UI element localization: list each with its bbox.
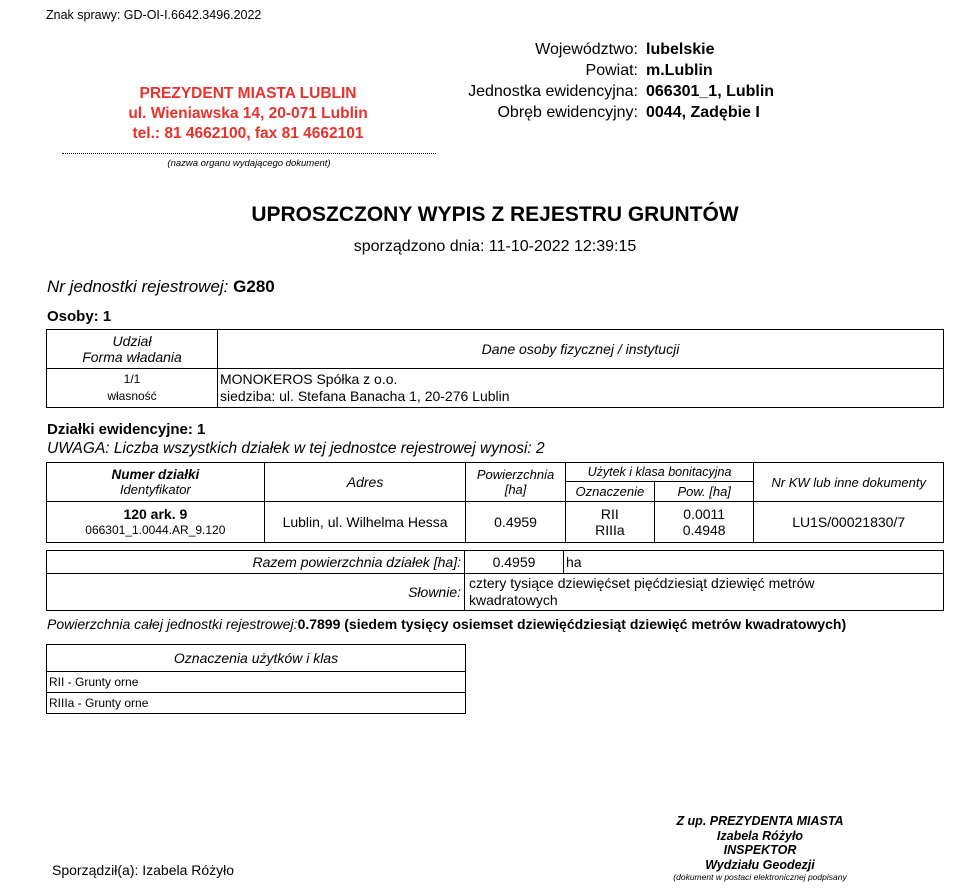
sum-value: 0.4959	[465, 551, 564, 574]
legend-heading: Oznaczenia użytków i klas	[47, 645, 466, 672]
words-label: Słownie:	[47, 574, 465, 611]
person-name: MONOKEROS Spółka z o.o.	[220, 371, 398, 387]
signature-position: INSPEKTOR	[723, 843, 797, 857]
col-area-label: Powierzchnia	[476, 467, 555, 482]
legend-item: RII - Grunty orne	[47, 672, 466, 693]
organ-address: ul. Wieniawska 14, 20-071 Lublin	[128, 105, 368, 122]
persons-header-row	[47, 330, 944, 369]
location-row-precinct	[400, 102, 800, 123]
sum-row	[47, 551, 944, 574]
location-value: 0044, Zadębie I	[646, 104, 760, 121]
sum-unit: ha	[564, 551, 944, 574]
col-address: Adres	[264, 463, 466, 502]
col-number-id	[47, 463, 265, 502]
col-kw: Nr KW lub inne dokumenty	[754, 463, 944, 502]
parcel-address: Lublin, ul. Wilhelma Hessa	[264, 502, 466, 543]
table-row	[47, 502, 944, 543]
use-mark: RII	[600, 506, 619, 522]
signature-department: Wydziału Geodezji	[705, 857, 815, 872]
parcels-header-row	[47, 463, 944, 482]
document-title: UPROSZCZONY WYPIS Z REJESTRU GRUNTÓW	[251, 203, 739, 226]
parcels-table	[46, 462, 944, 543]
location-label: Obręb ewidencyjny:	[497, 104, 638, 121]
total-value: 0.7899 (siedem tysięcy osiemset dziewięćdziesiąt dziewięć metrów kwadratowych)	[297, 616, 847, 632]
signature-name: Izabela Różyło	[716, 828, 804, 843]
col-area	[466, 463, 565, 502]
location-row-unit	[400, 81, 800, 102]
issue-date: sporządzono dnia: 11-10-2022 12:39:15	[353, 238, 637, 255]
organ-phone: tel.: 81 4662100, fax 81 4662101	[132, 125, 364, 142]
list-item	[47, 693, 466, 714]
parcel-kw: LU1S/00021830/7	[754, 502, 944, 543]
organ-dotted-line	[62, 153, 436, 154]
words-row	[47, 574, 944, 611]
legend-item: RIIIa - Grunty orne	[47, 693, 466, 714]
location-block	[400, 39, 800, 123]
parcels-heading: Działki ewidencyjne: 1	[47, 421, 206, 438]
location-label: Powiat:	[585, 62, 638, 79]
list-item	[47, 672, 466, 693]
persons-heading: Osoby: 1	[47, 308, 112, 325]
location-value: lubelskie	[646, 41, 715, 58]
organ-name: PREZYDENT MIASTA LUBLIN	[139, 85, 357, 102]
col-use: Użytek i klasa bonitacyjna	[565, 463, 754, 482]
parcel-number: 120 ark. 9	[123, 506, 188, 522]
parcel-use-marks	[565, 502, 654, 543]
persons-table	[46, 329, 944, 408]
col-person-data: Dane osoby fizycznej / instytucji	[218, 330, 944, 369]
words-value: cztery tysiące dziewięćset pięćdziesiąt dziewięć metrów kwadratowych	[465, 574, 944, 611]
signature-block	[620, 814, 900, 883]
table-row	[47, 369, 944, 408]
legend-table	[46, 644, 466, 714]
form-value: własność	[107, 389, 157, 403]
location-row-county	[400, 60, 800, 81]
parcels-note: UWAGA: Liczba wszystkich działek w tej jednostce rejestrowej wynosi: 2	[47, 440, 545, 457]
signature-line: Z up. PREZYDENTA MIASTA	[676, 814, 844, 828]
location-label: Jednostka ewidencyjna:	[468, 83, 638, 100]
prepared-by: Sporządził(a): Izabela Różyło	[52, 862, 235, 878]
location-label: Województwo:	[535, 41, 638, 58]
parcel-area: 0.4959	[466, 502, 565, 543]
use-mark: RIIIa	[595, 522, 625, 538]
location-value: 066301_1, Lublin	[646, 83, 775, 100]
location-row-voivodeship	[400, 39, 800, 60]
location-value: m.Lublin	[646, 62, 713, 79]
col-number: Numer działki	[111, 467, 200, 482]
unit-label: Nr jednostki rejestrowej:	[47, 277, 229, 296]
case-number: Znak sprawy: GD-OI-I.6642.3496.2022	[46, 8, 262, 22]
col-area-unit: [ha]	[504, 482, 527, 497]
total-area	[47, 616, 846, 632]
use-area: 0.0011	[683, 506, 726, 522]
area-summary-table	[46, 550, 944, 611]
signature-note: (dokument w postaci elektronicznej podpisany	[673, 872, 847, 882]
issuing-organ	[60, 84, 436, 144]
col-form: Forma władania	[82, 349, 182, 365]
person-data-cell	[218, 369, 944, 408]
parcel-use-areas	[655, 502, 754, 543]
col-use-mark: Oznaczenie	[565, 482, 654, 502]
use-area: 0.4948	[682, 522, 726, 538]
registration-unit	[47, 277, 275, 297]
legend-header-row	[47, 645, 466, 672]
share-value: 1/1	[123, 372, 141, 386]
unit-value: G280	[233, 277, 275, 296]
col-share: Udział	[112, 333, 152, 349]
col-id: Identyfikator	[119, 482, 191, 497]
col-share-form	[47, 330, 218, 369]
person-address: siedziba: ul. Stefana Banacha 1, 20-276 Lublin	[220, 388, 510, 404]
parcel-number-cell	[47, 502, 265, 543]
col-use-area: Pow. [ha]	[655, 482, 754, 502]
sum-label: Razem powierzchnia działek [ha]:	[47, 551, 465, 574]
total-label: Powierzchnia całej jednostki rejestrowej:	[47, 616, 298, 632]
parcel-id: 066301_1.0044.AR_9.120	[85, 523, 226, 537]
organ-caption: (nazwa organu wydającego dokument)	[167, 158, 331, 169]
share-form-cell	[47, 369, 218, 408]
